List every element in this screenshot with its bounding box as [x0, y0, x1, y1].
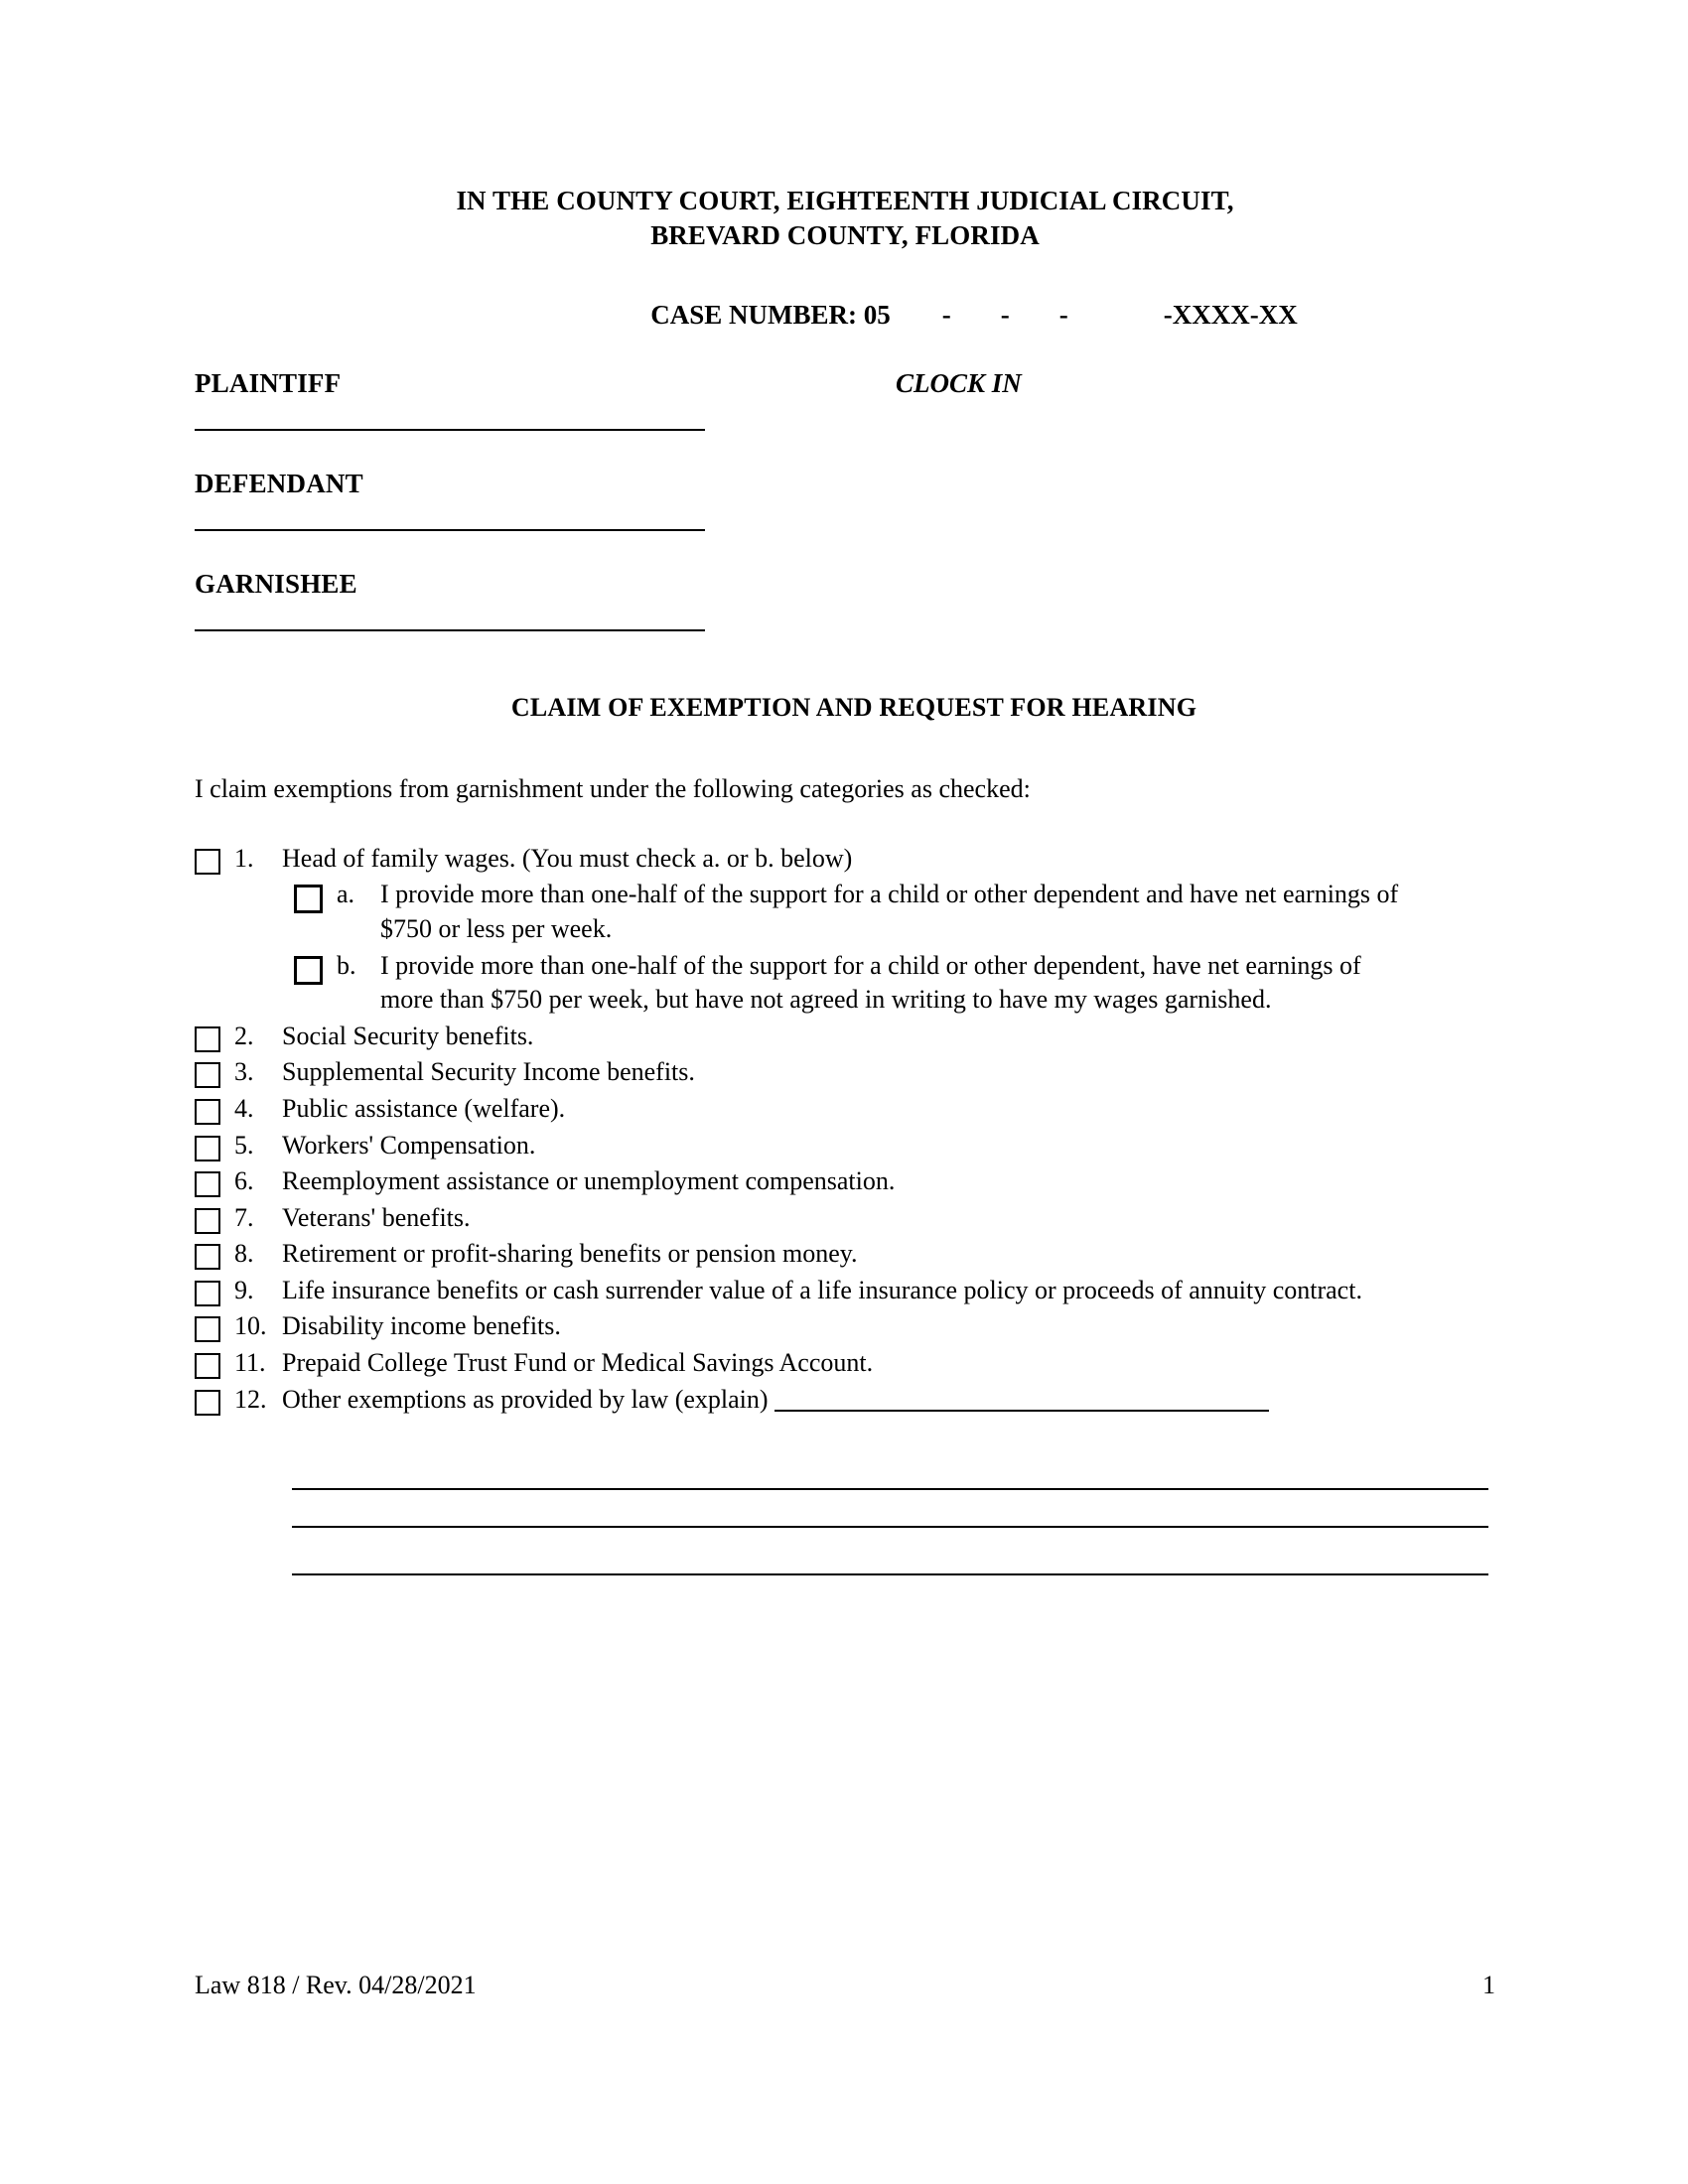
- checkbox-item-2[interactable]: [195, 1026, 220, 1052]
- checkbox-item-9[interactable]: [195, 1281, 220, 1306]
- checkbox-item-5[interactable]: [195, 1136, 220, 1161]
- list-item[interactable]: [195, 1164, 1495, 1199]
- list-item[interactable]: [195, 1129, 1495, 1163]
- item-text: Social Security benefits.: [282, 1021, 534, 1050]
- item-text-wrapper: [282, 1383, 1495, 1418]
- list-item[interactable]: [195, 1201, 1495, 1236]
- item-letter: b.: [337, 950, 356, 980]
- defendant-write-in-line[interactable]: [195, 499, 705, 531]
- item-number: 9.: [234, 1275, 254, 1304]
- list-item[interactable]: [195, 1274, 1495, 1308]
- case-number-suffix: -XXXX-XX: [1163, 300, 1298, 331]
- item-text: Disability income benefits.: [282, 1311, 561, 1341]
- list-item[interactable]: [294, 949, 1495, 1018]
- exemption-list: [195, 842, 1495, 1417]
- court-header-line-2: BREVARD COUNTY, FLORIDA: [650, 219, 1040, 250]
- item-number: 4.: [234, 1093, 254, 1123]
- item-text: I provide more than one-half of the support for a child or other dependent and have net earnings of $750 or less per week.: [380, 880, 1399, 944]
- item-number: 3.: [234, 1057, 254, 1087]
- clock-in-label: CLOCK IN: [896, 368, 1022, 399]
- item-text: Life insurance benefits or cash surrender value of a life insurance policy or proceeds of annuity contract.: [282, 1275, 1362, 1304]
- checkbox-item-1a[interactable]: [294, 885, 323, 913]
- list-item[interactable]: [294, 878, 1495, 946]
- case-number-label: CASE NUMBER: 05: [650, 300, 891, 331]
- case-number-row: [324, 300, 1624, 331]
- footer-form-id: Law 818 / Rev. 04/28/2021: [195, 1971, 477, 1999]
- write-in-lines: [292, 1442, 1495, 1575]
- checkbox-item-10[interactable]: [195, 1316, 220, 1342]
- checkbox-item-1b[interactable]: [294, 956, 323, 985]
- checkbox-item-4[interactable]: [195, 1099, 220, 1125]
- list-item[interactable]: [195, 1055, 1495, 1090]
- list-item[interactable]: [195, 1092, 1495, 1127]
- list-item[interactable]: [195, 1383, 1495, 1418]
- item-text: Head of family wages. (You must check a. or b. below): [282, 843, 853, 873]
- court-header-line-1: IN THE COUNTY COURT, EIGHTEENTH JUDICIAL CIRCUIT,: [456, 186, 1234, 215]
- item-number: 10.: [234, 1311, 267, 1341]
- item-number: 12.: [234, 1384, 267, 1414]
- plaintiff-label: PLAINTIFF: [195, 368, 342, 399]
- plaintiff-block: [195, 368, 1495, 431]
- checkbox-item-7[interactable]: [195, 1208, 220, 1234]
- item-number: 7.: [234, 1202, 254, 1232]
- item-number: 8.: [234, 1239, 254, 1269]
- item-text: I provide more than one-half of the support for a child or other dependent, have net earnings of more than $750 per week, but have not agreed in writing to have my wages garnished.: [380, 950, 1361, 1015]
- item-number: 6.: [234, 1166, 254, 1196]
- court-header: [195, 184, 1495, 252]
- checkbox-item-8[interactable]: [195, 1244, 220, 1270]
- list-item[interactable]: [195, 1346, 1495, 1381]
- page-title: CLAIM OF EXEMPTION AND REQUEST FOR HEARING: [510, 693, 1197, 723]
- checkbox-item-3[interactable]: [195, 1062, 220, 1088]
- defendant-label: DEFENDANT: [195, 469, 363, 499]
- item-text: Retirement or profit-sharing benefits or pension money.: [282, 1239, 858, 1269]
- write-in-line-1[interactable]: [292, 1442, 1488, 1490]
- plaintiff-write-in-line[interactable]: [195, 399, 705, 431]
- other-exemption-write-in-line[interactable]: [774, 1388, 1269, 1412]
- item-text: Prepaid College Trust Fund or Medical Savings Account.: [282, 1347, 874, 1377]
- page-footer: [195, 1971, 1495, 2000]
- item-text: Public assistance (welfare).: [282, 1093, 566, 1123]
- checkbox-item-6[interactable]: [195, 1171, 220, 1197]
- case-number-dash-3: -: [1058, 300, 1068, 331]
- item-text: Other exemptions as provided by law (explain): [282, 1384, 769, 1414]
- list-item[interactable]: [195, 1237, 1495, 1272]
- item-number: 1.: [234, 843, 254, 873]
- list-item[interactable]: [195, 1020, 1495, 1054]
- item-text: Workers' Compensation.: [282, 1130, 536, 1160]
- case-number-dash-2: -: [1000, 300, 1010, 331]
- intro-text: I claim exemptions from garnishment under the following categories as checked:: [195, 774, 1031, 804]
- item-text: Reemployment assistance or unemployment compensation.: [282, 1166, 896, 1196]
- checkbox-item-1[interactable]: [195, 849, 220, 875]
- defendant-block: [195, 469, 1495, 531]
- checkbox-item-12[interactable]: [195, 1390, 220, 1416]
- item-number: 2.: [234, 1021, 254, 1050]
- list-item[interactable]: [195, 842, 1495, 877]
- item-number: 11.: [234, 1347, 266, 1377]
- item-number: 5.: [234, 1130, 254, 1160]
- case-number-dash-1: -: [941, 300, 951, 331]
- garnishee-label: GARNISHEE: [195, 569, 357, 600]
- item-text: Supplemental Security Income benefits.: [282, 1057, 695, 1087]
- document-content: [195, 184, 1495, 1575]
- list-item[interactable]: [195, 1309, 1495, 1344]
- write-in-line-2[interactable]: [292, 1490, 1488, 1528]
- page-number: 1: [1482, 1971, 1495, 1999]
- checkbox-item-11[interactable]: [195, 1353, 220, 1379]
- write-in-line-3[interactable]: [292, 1528, 1488, 1575]
- garnishee-block: [195, 569, 1495, 631]
- garnishee-write-in-line[interactable]: [195, 600, 705, 631]
- item-text: Veterans' benefits.: [282, 1202, 471, 1232]
- item-letter: a.: [337, 880, 355, 909]
